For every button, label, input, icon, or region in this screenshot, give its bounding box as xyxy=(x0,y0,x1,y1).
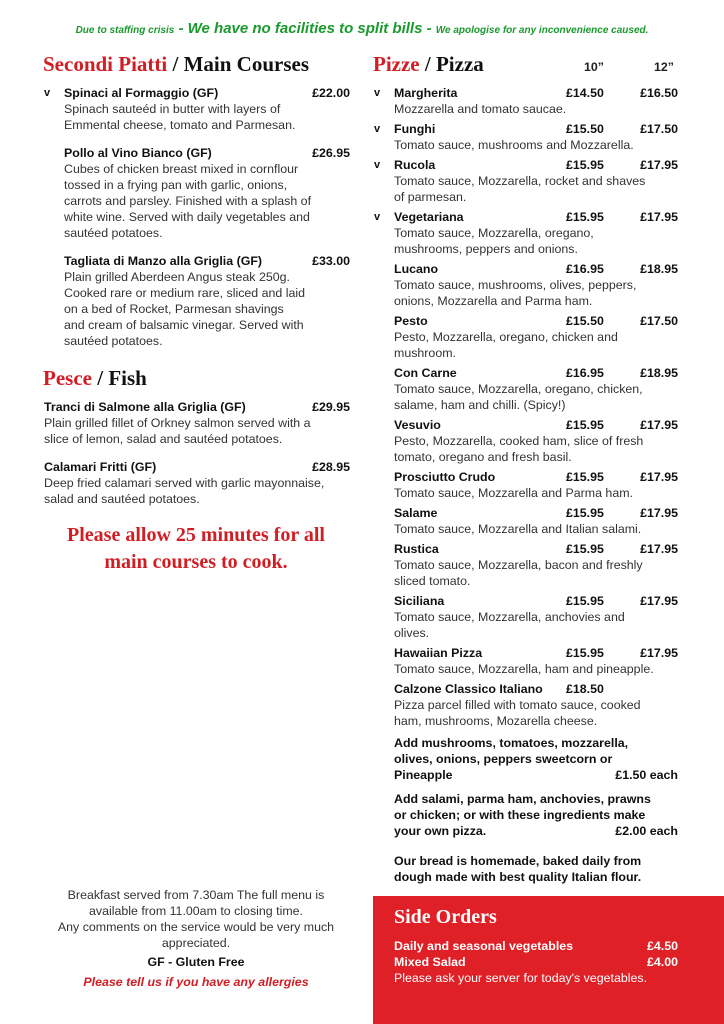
footer-line-1: Breakfast served from 7.30am The full menu is xyxy=(67,888,325,902)
pizza-item xyxy=(374,209,678,257)
pizza-description: Pizza parcel filled with tomato sauce, cooked xyxy=(394,698,641,712)
pizza-price-12: £16.50 xyxy=(640,86,678,100)
pizza-item xyxy=(394,469,678,501)
menu-item-header xyxy=(44,459,350,475)
main-courses-title-it: Secondi Piatti xyxy=(43,52,168,76)
menu-item-name: Tranci di Salmone alla Griglia (GF) xyxy=(44,400,246,414)
menu-item-price: £29.95 xyxy=(312,400,350,414)
notice-sep-1: - xyxy=(174,20,188,37)
pizza-price-12: £17.50 xyxy=(640,122,678,136)
pizza-item-header xyxy=(394,209,678,225)
menu-item-description: Cubes of chicken breast mixed in cornflour xyxy=(64,162,299,176)
pizza-price-12: £17.95 xyxy=(640,542,678,556)
side-item-price: £4.00 xyxy=(646,955,678,969)
bread-line-2: dough made with best quality Italian flour. xyxy=(394,870,642,884)
pizza-description: Pesto, Mozzarella, oregano, chicken and xyxy=(394,330,618,344)
pizza-price-12: £17.95 xyxy=(640,470,678,484)
pizza-price-10: £16.95 xyxy=(566,366,604,380)
menu-item-description: salad and sautéed potatoes. xyxy=(44,492,200,506)
side-orders-title: Side Orders xyxy=(394,906,497,928)
menu-item-description: sautéed potatoes. xyxy=(64,334,163,348)
menu-item-description: on a bed of Rocket, Parmesan shavings xyxy=(64,302,284,316)
menu-item-price: £28.95 xyxy=(312,460,350,474)
addon-meat-line-1: Add salami, parma ham, anchovies, prawns xyxy=(394,792,651,806)
cook-time-note xyxy=(40,522,352,576)
pizza-price-12: £18.95 xyxy=(640,366,678,380)
footer-line-2: available from 11.00am to closing time. xyxy=(89,904,303,918)
pizza-description: Tomato sauce, Mozzarella, rocket and shaves xyxy=(394,174,646,188)
menu-item-description: Plain grilled fillet of Orkney salmon served with a xyxy=(44,416,311,430)
addon-meat-line-2: or chicken; or with these ingredients make xyxy=(394,808,646,822)
pizza-item-header xyxy=(394,313,678,329)
pizza-item-header xyxy=(394,121,678,137)
pizza-description: mushroom. xyxy=(394,346,456,360)
menu-item-description: Emmental cheese, tomato and Parmesan. xyxy=(64,118,296,132)
pizza-description: Tomato sauce, Mozzarella and Italian salami. xyxy=(394,522,642,536)
fish-title-en: Fish xyxy=(108,366,147,390)
pizza-description: Pesto, Mozzarella, cooked ham, slice of fresh xyxy=(394,434,644,448)
pizza-item xyxy=(394,313,678,361)
pizza-name: Hawaiian Pizza xyxy=(394,646,483,660)
pizza-item-header xyxy=(394,417,678,433)
menu-item-price: £33.00 xyxy=(312,254,350,268)
pizza-item-header xyxy=(394,593,678,609)
menu-item-header xyxy=(64,85,350,101)
pizza-description: olives. xyxy=(394,626,430,640)
pizza-description: Tomato sauce, Mozzarella, anchovies and xyxy=(394,610,625,624)
pizza-description: Tomato sauce, Mozzarella and Parma ham. xyxy=(394,486,633,500)
menu-item-description: Spinach sauteéd in butter with layers of xyxy=(64,102,281,116)
addon-meat-line-3: your own pizza. xyxy=(394,824,487,838)
pizza-description: tomato, oregano and fresh basil. xyxy=(394,450,572,464)
menu-item-description: white wine. Served with daily vegetables and xyxy=(64,210,310,224)
pizza-price-10: £15.95 xyxy=(566,470,604,484)
pizza-price-10: £15.50 xyxy=(566,314,604,328)
pizza-price-12: £17.95 xyxy=(640,594,678,608)
pizza-name: Pesto xyxy=(394,314,428,328)
fish-list xyxy=(44,399,350,507)
pizza-price-12: £17.50 xyxy=(640,314,678,328)
pizza-description: onions, Mozzarella and Parma ham. xyxy=(394,294,593,308)
pizza-name: Rustica xyxy=(394,542,439,556)
pizza-price-12 xyxy=(636,681,678,697)
pizza-price-12: £18.95 xyxy=(640,262,678,276)
notice-prefix: Due to staffing crisis xyxy=(75,25,175,36)
menu-item-description: Plain grilled Aberdeen Angus steak 250g. xyxy=(64,270,290,284)
pizza-addons xyxy=(394,735,678,885)
pizza-price-10: £15.95 xyxy=(566,210,604,224)
pizza-item xyxy=(394,417,678,465)
addon-meat-price: £2.00 each xyxy=(615,824,678,838)
footer-line-3: Any comments on the service would be very much xyxy=(57,920,335,934)
pizza-item xyxy=(394,645,678,677)
pizza-name: Funghi xyxy=(394,122,436,136)
pizza-name: Vegetariana xyxy=(394,210,464,224)
menu-item-header xyxy=(64,145,350,161)
pizza-description: mushrooms, peppers and onions. xyxy=(394,242,578,256)
pizza-description: Mozzarella and tomato saucae. xyxy=(394,102,567,116)
side-item-name: Daily and seasonal vegetables xyxy=(394,939,574,953)
vegetarian-mark: v xyxy=(374,87,381,99)
cook-time-line-2: main courses to cook. xyxy=(104,551,288,573)
pizza-name: Con Carne xyxy=(394,366,457,380)
pizza-price-10: £15.95 xyxy=(566,646,604,660)
pizza-item-header xyxy=(394,681,678,697)
pizza-name: Lucano xyxy=(394,262,439,276)
pizza-price-12: £17.95 xyxy=(640,158,678,172)
menu-item-price: £22.00 xyxy=(312,86,350,100)
menu-item-description: slice of lemon, salad and sautéed potatoes. xyxy=(44,432,283,446)
pizza-description: sliced tomato. xyxy=(394,574,471,588)
side-item-price: £4.50 xyxy=(646,939,678,953)
pizza-price-10: £16.95 xyxy=(566,262,604,276)
pizza-price-12: £17.95 xyxy=(640,506,678,520)
pizza-item xyxy=(394,681,678,729)
menu-item-description: and cream of balsamic vinegar. Served with xyxy=(64,318,304,332)
pizza-price-10: £15.95 xyxy=(566,506,604,520)
menu-item-name: Spinaci al Formaggio (GF) xyxy=(64,86,219,100)
notice-sep-2: - xyxy=(422,20,436,37)
pizza-item-header xyxy=(394,157,678,173)
menu-item-description: Deep fried calamari served with garlic mayonnaise, xyxy=(44,476,325,490)
pizza-price-10: £15.95 xyxy=(566,418,604,432)
size-10-header: 10” xyxy=(584,60,604,74)
menu-item xyxy=(44,459,350,507)
pizza-item xyxy=(394,541,678,589)
menu-item-description: tossed in a frying pan with garlic, onions, xyxy=(64,178,288,192)
addon-veg-line-2: olives, onions, peppers sweetcorn or xyxy=(394,752,613,766)
pizza-name: Siciliana xyxy=(394,594,445,608)
pizza-item-header xyxy=(394,261,678,277)
gluten-free-legend: GF - Gluten Free xyxy=(147,955,245,969)
pizza-item-header xyxy=(394,645,678,661)
pizza-item xyxy=(394,505,678,537)
pizza-price-12: £17.95 xyxy=(640,646,678,660)
menu-item xyxy=(44,399,350,447)
side-orders-panel xyxy=(373,896,724,1024)
pizza-item xyxy=(374,121,678,153)
side-item xyxy=(394,938,704,954)
pizza-item xyxy=(394,261,678,309)
vegetarian-mark: v xyxy=(374,159,381,171)
pizza-price-10: £15.95 xyxy=(566,158,604,172)
side-orders-note: Please ask your server for today's vegetables. xyxy=(394,971,648,985)
pizza-name: Rucola xyxy=(394,158,436,172)
menu-item-name: Pollo al Vino Bianco (GF) xyxy=(64,146,212,160)
pizza-item xyxy=(374,157,678,205)
pizza-price-10: £15.50 xyxy=(566,122,604,136)
fish-slash: / xyxy=(91,366,109,390)
pizza-price-12: £17.95 xyxy=(640,418,678,432)
pizza-description: of parmesan. xyxy=(394,190,467,204)
vegetarian-mark: v xyxy=(374,211,381,223)
menu-item-price: £26.95 xyxy=(312,146,350,160)
pizza-item xyxy=(394,365,678,413)
pizza-price-10: £15.95 xyxy=(566,542,604,556)
pizza-slash: / xyxy=(419,52,436,76)
pizza-title xyxy=(373,52,484,77)
pizza-item-header xyxy=(394,469,678,485)
notice-main: We have no facilities to split bills xyxy=(187,20,423,37)
vegetarian-mark: v xyxy=(44,87,51,99)
pizza-item-header xyxy=(394,85,678,101)
pizza-item-header xyxy=(394,541,678,557)
menu-item-header xyxy=(44,399,350,415)
side-item-name: Mixed Salad xyxy=(394,955,466,969)
bread-line-1: Our bread is homemade, baked daily from xyxy=(394,854,642,868)
pizza-name: Vesuvio xyxy=(394,418,441,432)
pizza-price-12: £17.95 xyxy=(640,210,678,224)
menu-item-description: sautéed potatoes. xyxy=(64,226,163,240)
menu-item-name: Calamari Fritti (GF) xyxy=(44,460,157,474)
main-courses-title xyxy=(43,52,309,77)
cook-time-line-1: Please allow 25 minutes for all xyxy=(67,524,325,546)
main-courses-title-en: Main Courses xyxy=(183,52,310,76)
addon-veg-price: £1.50 each xyxy=(615,768,678,782)
menu-item xyxy=(64,145,350,241)
footer-info xyxy=(40,887,352,990)
pizza-title-en: Pizza xyxy=(435,52,484,76)
pizza-price-10: £18.50 xyxy=(566,682,604,696)
pizza-description: Tomato sauce, Mozzarella, oregano, chicken, xyxy=(394,382,643,396)
staffing-notice xyxy=(0,20,724,38)
menu-item xyxy=(64,253,350,349)
main-courses-list xyxy=(44,85,350,349)
pizza-title-it: Pizze xyxy=(373,52,420,76)
pizza-description: Tomato sauce, Mozzarella, oregano, xyxy=(394,226,594,240)
pizza-item-header xyxy=(394,365,678,381)
pizza-name: Prosciutto Crudo xyxy=(394,470,496,484)
pizza-name: Salame xyxy=(394,506,438,520)
pizza-price-10: £15.95 xyxy=(566,594,604,608)
pizza-description: salame, ham and chilli. (Spicy!) xyxy=(394,398,566,412)
fish-title xyxy=(43,366,147,391)
notice-suffix: We apologise for any inconvenience caused. xyxy=(435,25,649,36)
size-12-header: 12” xyxy=(654,60,674,74)
pizza-description: Tomato sauce, Mozzarella, bacon and freshly xyxy=(394,558,643,572)
menu-item-header xyxy=(64,253,350,269)
side-item xyxy=(394,954,704,970)
pizza-name: Calzone Classico Italiano xyxy=(394,682,543,696)
pizza-description: Tomato sauce, Mozzarella, ham and pineapple. xyxy=(394,662,654,676)
pizza-description: Tomato sauce, mushrooms, olives, peppers, xyxy=(394,278,637,292)
addon-veg-line-1: Add mushrooms, tomatoes, mozzarella, xyxy=(394,736,629,750)
pizza-name: Margherita xyxy=(394,86,458,100)
pizza-price-10: £14.50 xyxy=(566,86,604,100)
footer-line-4: appreciated. xyxy=(161,936,231,950)
fish-title-it: Pesce xyxy=(43,366,92,390)
menu-item xyxy=(44,85,350,133)
pizza-description: Tomato sauce, mushrooms and Mozzarella. xyxy=(394,138,634,152)
main-courses-slash: / xyxy=(167,52,184,76)
pizza-item xyxy=(374,85,678,117)
pizza-list xyxy=(374,85,678,729)
menu-item-description: carrots and parsley. Finished with a splash of xyxy=(64,194,312,208)
pizza-item-header xyxy=(394,505,678,521)
pizza-item xyxy=(394,593,678,641)
pizza-description: ham, mushrooms, Mozarella cheese. xyxy=(394,714,598,728)
menu-item-name: Tagliata di Manzo alla Griglia (GF) xyxy=(64,254,263,268)
allergy-notice: Please tell us if you have any allergies xyxy=(83,975,309,989)
menu-item-description: Cooked rare or medium rare, sliced and laid xyxy=(64,286,306,300)
vegetarian-mark: v xyxy=(374,123,381,135)
addon-veg-line-3: Pineapple xyxy=(394,768,453,782)
